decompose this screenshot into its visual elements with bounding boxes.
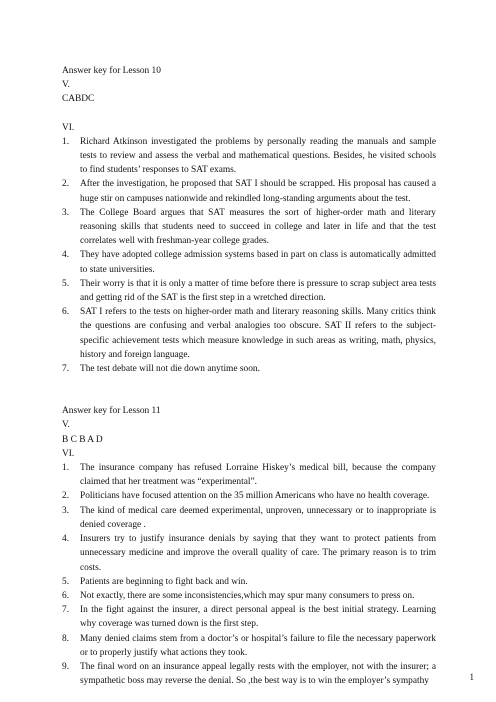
lesson-10-title: Answer key for Lesson 10 — [62, 66, 161, 76]
lesson-10-answer-list — [62, 135, 436, 376]
document-page — [62, 64, 436, 688]
lesson-10-section-v-answers: CABDC — [62, 94, 95, 105]
page-number: 1 — [469, 672, 474, 682]
answer-item: 4. Insurers try to justify insurance denials by saying that they want to protect patients from unnecessary medicine and improve the overall quality of care. The primary reason is to trim costs. — [62, 534, 436, 573]
answer-item: 7. The test debate will not die down anytime soon. — [62, 364, 260, 375]
lesson-10-section-vi-heading: VI. — [62, 122, 75, 133]
answer-item: 5. Their worry is that it is only a matter of time before there is pressure to scrap subject area tests and getting rid of the SAT is the first step in a wretched direction. — [62, 278, 436, 304]
answer-item: 9. The final word on an insurance appeal legally rests with the employer, not with the insurer; a sympathetic boss may reverse the denial. So ,the best way is to win the employer’s sympathy — [62, 661, 436, 687]
answer-item: 3. The College Board argues that SAT measures the sort of higher-order math and literary reasoning skills that students need to succeed in college and later in life and that the test correlates well with freshman-year college grades. — [62, 207, 436, 247]
answer-item: 2. Politicians have focused attention on the 35 million Americans who have no health coverage. — [62, 491, 430, 502]
answer-item: 6. Not exactly, there are some inconsistencies,which may spur many consumers to press on. — [62, 590, 415, 601]
answer-item: 1. The insurance company has refused Lorraine Hiskey’s medical bill, because the company claimed that her treatment was “experimental”. — [62, 463, 436, 488]
answer-item: 2. After the investigation, he proposed that SAT I should be scrapped. His proposal has caused a huge stir on campuses nationwide and rekindled long-standing arguments about the test. — [62, 179, 436, 204]
answer-item: 5. Patients are beginning to fight back and win. — [62, 576, 248, 587]
lesson-11-title: Answer key for Lesson 11 — [62, 406, 161, 417]
lesson-11-section-v-heading: V. — [62, 420, 70, 431]
answer-item: 8. Many denied claims stem from a doctor’s or hospital’s failure to file the necessary paperwork or to properly justify what actions they took. — [62, 633, 436, 658]
lesson-11-answer-list — [62, 461, 436, 688]
answer-item: 6. SAT I refers to the tests on higher-order math and literary reasoning skills. Many critics think the questions are confusing and verbal analogies too obscure. SAT II refers to the subject-specific achievement tests which measure knowledge in such areas as writing, math, physics, history and foreign language. — [62, 307, 436, 360]
lesson-11-section — [62, 404, 436, 688]
answer-item: 4. They have adopted college admission systems based in part on class is automatically admitted to state universities. — [62, 250, 436, 275]
answer-item: 3. The kind of medical care deemed experimental, unproven, unnecessary or to inappropriate is denied coverage . — [62, 505, 436, 530]
lesson-11-section-vi-heading: VI. — [62, 448, 75, 459]
lesson-11-section-v-answers: B C B A D — [62, 434, 103, 445]
answer-item: 7. In the fight against the insurer, a direct personal appeal is the best initial strategy. Learning why coverage was turned down is the first step. — [62, 605, 436, 630]
lesson-10-section — [62, 64, 436, 376]
lesson-10-section-v-heading: V. — [62, 80, 70, 91]
answer-item: 1. Richard Atkinson investigated the problems by personally reading the manuals and sample tests to review and assess the verbal and mathematical questions. Besides, he visited schools to find students’ responses to SAT exams. — [62, 136, 436, 176]
